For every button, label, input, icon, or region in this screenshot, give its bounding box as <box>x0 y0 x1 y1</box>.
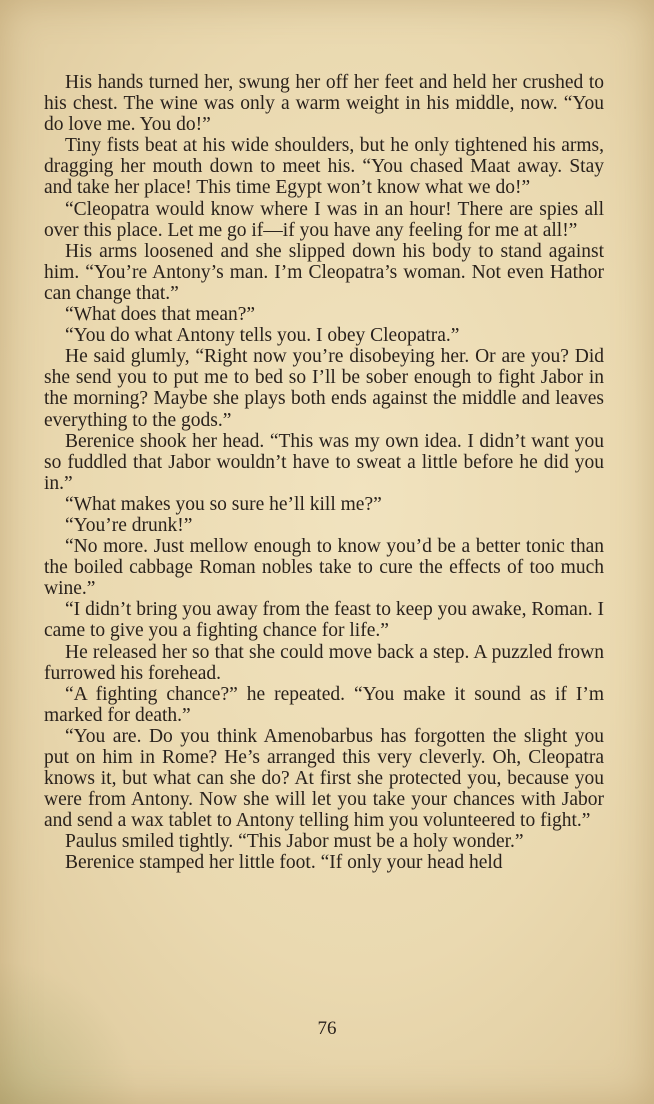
paragraph: His hands turned her, swung her off her feet and held her crushed to his chest. The wine was only a warm weight in his middle, now. “You do love me. You do!” <box>44 72 604 136</box>
paragraph: “A fighting chance?” he repeated. “You make it sound as if I’m marked for death.” <box>44 683 604 726</box>
paragraph: Berenice shook her head. “This was my own idea. I didn’t want you so fuddled that Jabor wouldn’t have to sweat a little before he did you in.” <box>44 430 604 494</box>
paragraph: “What does that mean?” <box>65 304 256 326</box>
paragraph: “No more. Just mellow enough to know you’d be a better tonic than the boiled cabbage Roman nobles take to cure the effects of too much wine.” <box>44 536 604 600</box>
paragraph: He said glumly, “Right now you’re disobeying her. Or are you? Did she send you to put me to bed so I’ll be sober enough to fight Jabor in the morning? Maybe she plays both ends against the middle and leaves everything to the gods.” <box>44 346 604 431</box>
paragraph: Berenice stamped her little foot. “If only your head held <box>65 852 503 874</box>
paragraph: “You do what Antony tells you. I obey Cleopatra.” <box>65 325 460 347</box>
paragraph: “I didn’t bring you away from the feast to keep you awake, Roman. I came to give you a fighting chance for life.” <box>44 599 604 642</box>
paragraph: “You’re drunk!” <box>65 514 193 536</box>
paragraph: His arms loosened and she slipped down his body to stand against him. “You’re Antony’s man. I’m Cleopatra’s woman. Not even Hathor can change that.” <box>44 240 604 304</box>
paragraph: “You are. Do you think Amenobarbus has forgotten the slight you put on him in Rome? He’s arranged this very cleverly. Oh, Cleopatra knows it, but what can she do? At first she protected you, because you were from Antony. Now she will let you take your chances with Jabor and send a wax tablet to Antony telling him you volunteered to fight.” <box>44 725 604 832</box>
body-text <box>44 72 604 874</box>
paragraph: Tiny fists beat at his wide shoulders, but he only tightened his arms, dragging her mouth down to meet his. “You chased Maat away. Stay and take her place! This time Egypt won’t know what we do!” <box>44 135 604 199</box>
paragraph: Paulus smiled tightly. “This Jabor must be a holy wonder.” <box>65 831 524 853</box>
paragraph: “What makes you so sure he’ll kill me?” <box>65 493 382 515</box>
page-number: 76 <box>317 1018 337 1039</box>
paragraph: He released her so that she could move back a step. A puzzled frown furrowed his forehead. <box>44 641 604 684</box>
paragraph: “Cleopatra would know where I was in an hour! There are spies all over this place. Let me go if—if you have any feeling for me at all!” <box>44 198 604 241</box>
